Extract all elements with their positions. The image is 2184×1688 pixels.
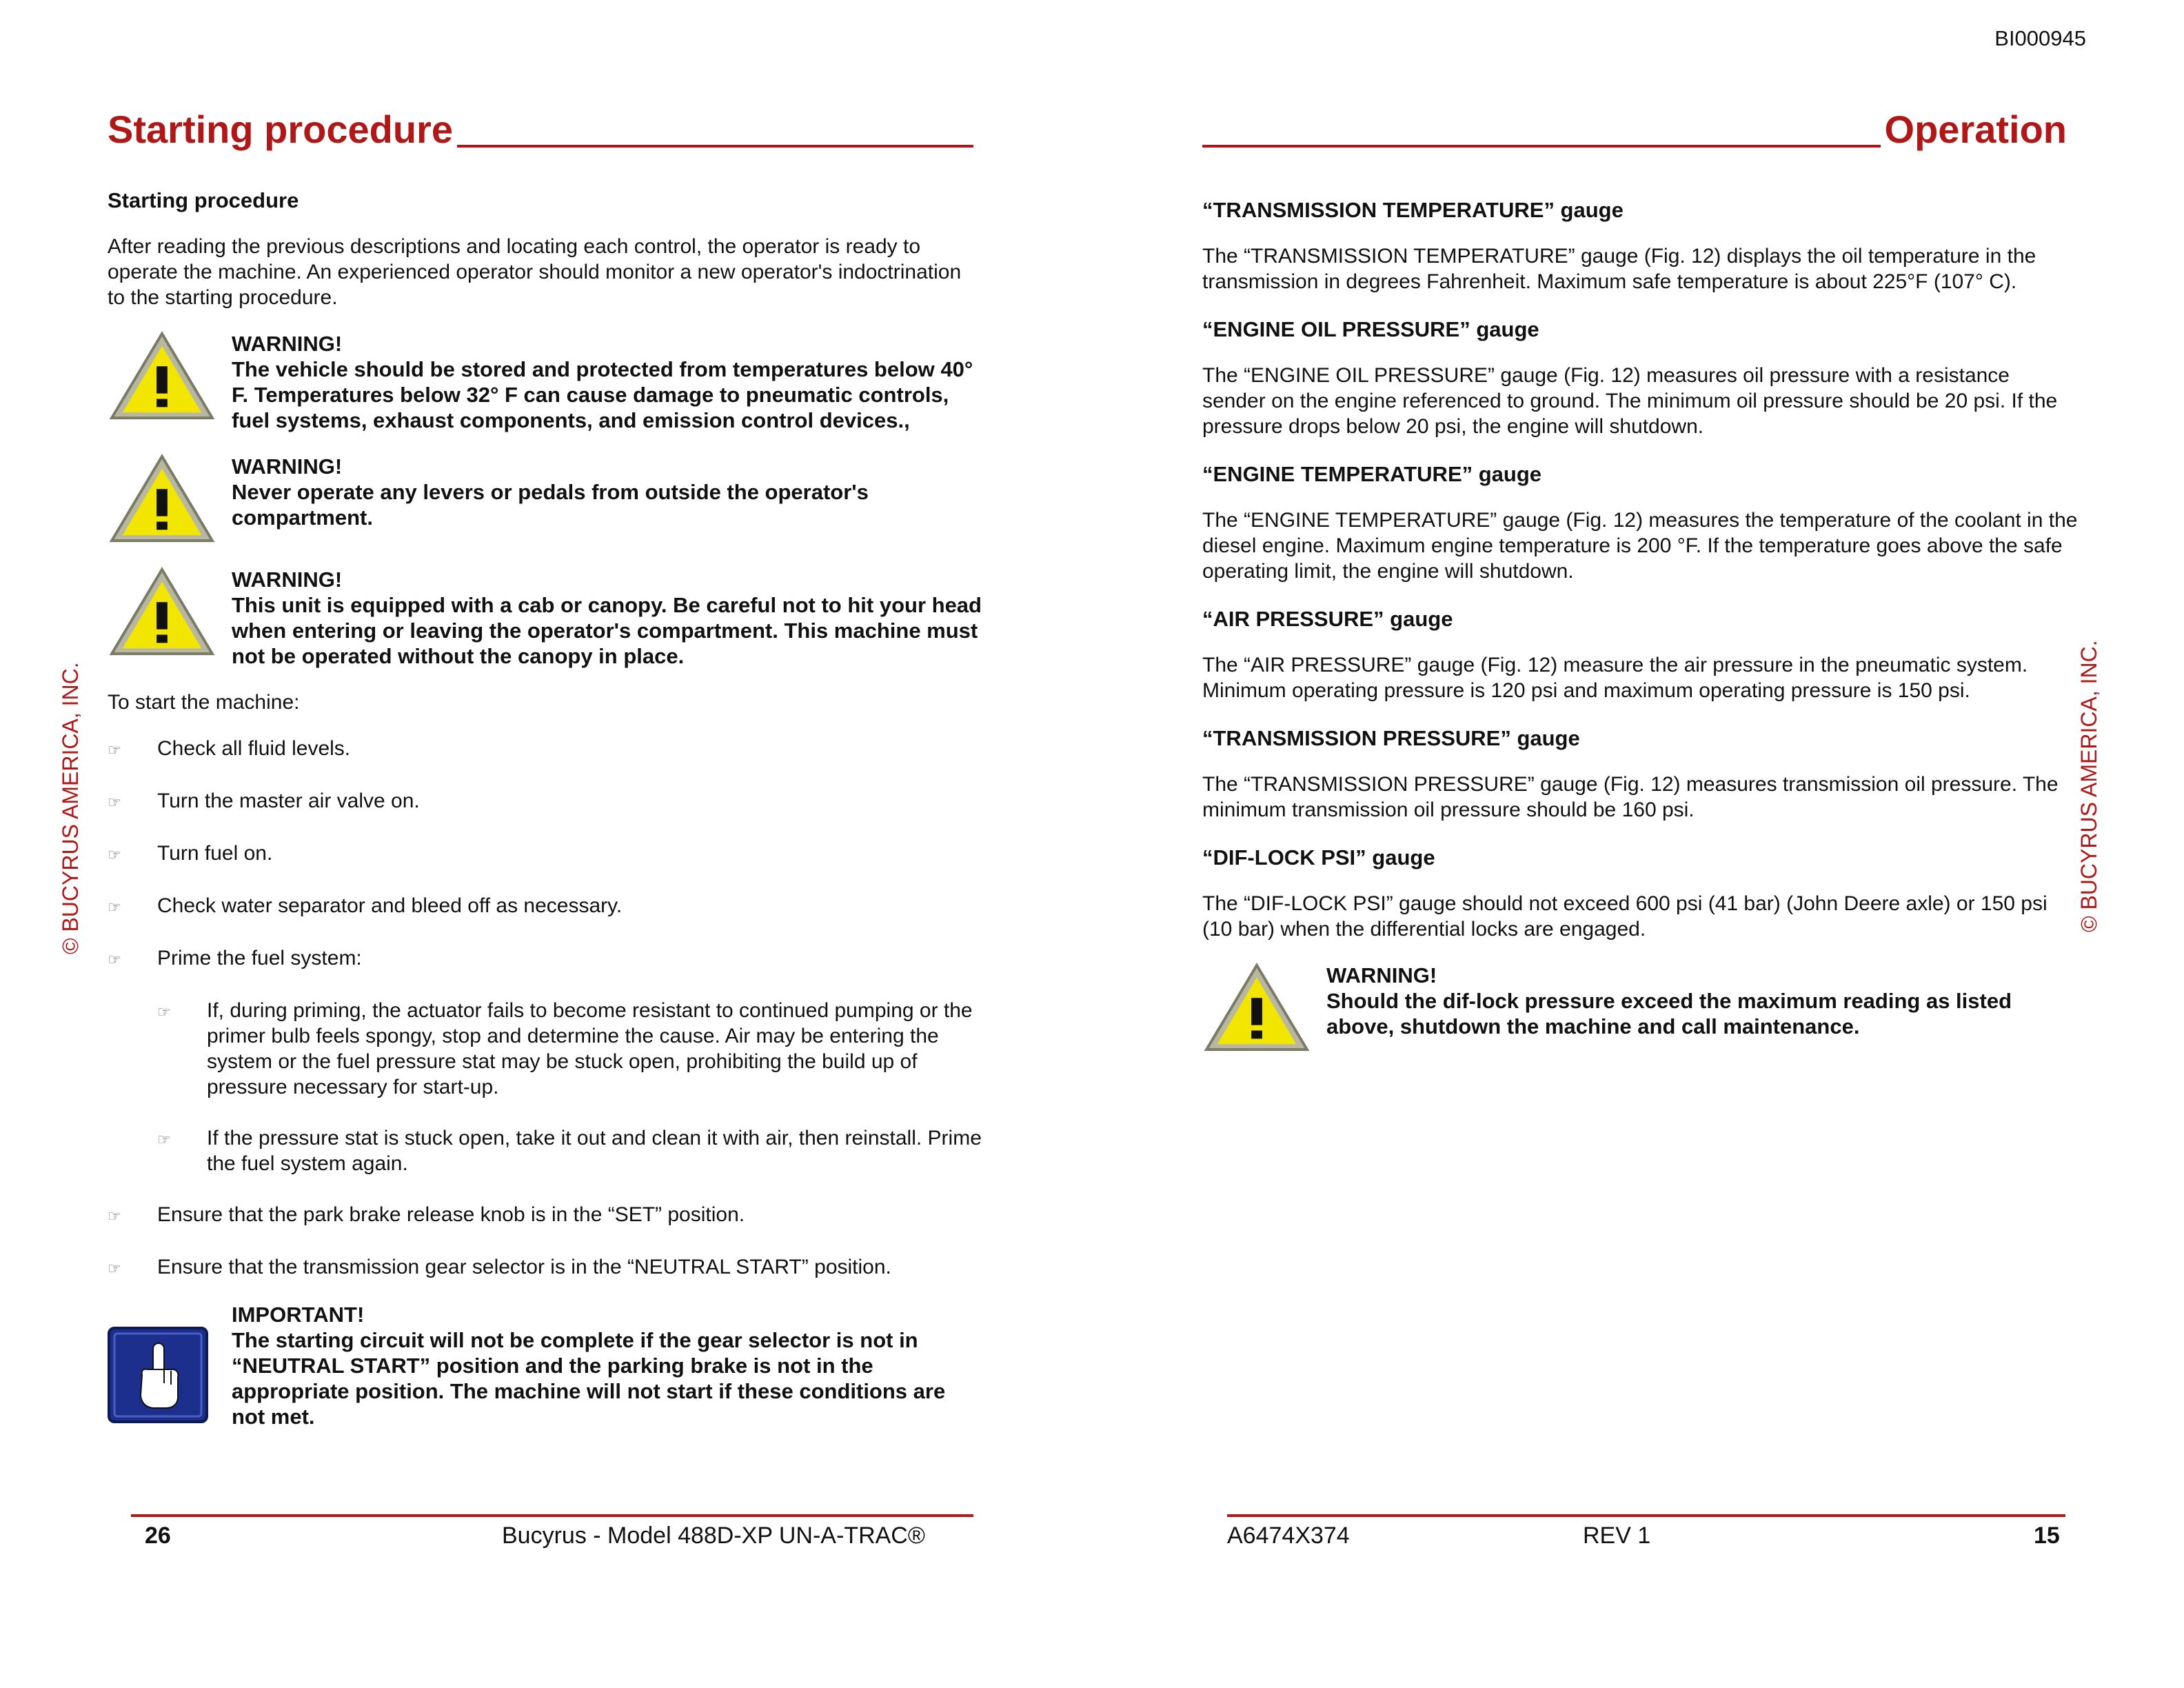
pointing-hand-icon: ☞ bbox=[108, 951, 121, 968]
warning-block bbox=[108, 454, 983, 546]
gauge-description: The “ENGINE OIL PRESSURE” gauge (Fig. 12) measures oil pressure with a resistance sender on the engine referenced to ground. The minimum oil pressure should be 20 psi. If the pressure drops below 20 psi, the engine will shutdown. bbox=[1202, 364, 2058, 438]
footer-rule bbox=[1227, 1514, 2065, 1517]
gauge-description: The “DIF-LOCK PSI” gauge should not exceed 600 psi (41 bar) (John Deere axle) or 150 psi (10 bar) when the differential locks are engaged. bbox=[1202, 892, 2048, 941]
left-column bbox=[108, 188, 983, 1429]
warning-block bbox=[108, 331, 983, 433]
footer-doc-number: A6474X374 bbox=[1227, 1523, 1350, 1549]
warning-triangle-icon bbox=[108, 564, 216, 659]
list-item: ☞ Ensure that the park brake release knob is in the “SET” position. bbox=[108, 1202, 983, 1229]
substeps-list bbox=[157, 998, 983, 1176]
page-number: 26 bbox=[145, 1523, 171, 1549]
title-rule bbox=[457, 145, 973, 148]
intro-paragraph: After reading the previous descriptions and locating each control, the operator is ready to operate the machine. An experienced operator should monitor a new operator's indoctrination to the starting procedure. bbox=[108, 235, 962, 309]
right-page bbox=[1092, 0, 2184, 1688]
footer-revision: REV 1 bbox=[1583, 1523, 1651, 1549]
warning-label: WARNING! bbox=[1326, 963, 1437, 987]
section-title-text: Starting procedure bbox=[108, 108, 453, 151]
document-id: BI000945 bbox=[1994, 26, 2086, 50]
warning-triangle-icon bbox=[108, 451, 216, 546]
warning-text: Never operate any levers or pedals from outside the operator's compartment. bbox=[232, 480, 869, 530]
steps-list bbox=[108, 736, 983, 1281]
pointing-hand-icon: ☞ bbox=[108, 846, 121, 863]
warning-block bbox=[108, 567, 983, 669]
list-item: ☞ Ensure that the transmission gear selector is in the “NEUTRAL START” position. bbox=[108, 1254, 983, 1281]
list-item: ☞ Check all fluid levels. bbox=[108, 736, 983, 763]
page-number: 15 bbox=[2034, 1523, 2060, 1549]
subheading: Starting procedure bbox=[108, 188, 299, 212]
warning-text: This unit is equipped with a cab or canopy. Be careful not to hit your head when entering or leaving the operator's compartment. This machine must not be operated without the canopy in place. bbox=[232, 593, 982, 668]
important-block bbox=[108, 1302, 983, 1429]
pointing-hand-icon: ☞ bbox=[108, 1260, 121, 1277]
list-item: ☞ Turn the master air valve on. bbox=[108, 788, 983, 815]
gauge-heading: “AIR PRESSURE” gauge bbox=[1202, 607, 1453, 631]
pointing-hand-icon: ☞ bbox=[157, 1131, 171, 1148]
important-label: IMPORTANT! bbox=[232, 1303, 365, 1327]
important-text: The starting circuit will not be complete if the gear selector is not in “NEUTRAL START” position and the parking brake is not in the appropriate position. The machine will not start if these conditions are not met. bbox=[232, 1328, 946, 1429]
section-title-text: Operation bbox=[1884, 108, 2067, 151]
warning-text: Should the dif-lock pressure exceed the maximum reading as listed above, shutdown the machine and call maintenance. bbox=[1326, 989, 2012, 1038]
pointing-hand-icon: ☞ bbox=[108, 1207, 121, 1225]
warning-triangle-icon bbox=[1202, 960, 1311, 1055]
gauge-heading: “DIF-LOCK PSI” gauge bbox=[1202, 845, 1435, 870]
warning-label: WARNING! bbox=[232, 332, 343, 356]
list-item: ☞ Prime the fuel system: ☞ If, during priming, the actuator fails to become resistant to continued pumping or the primer bulb feels spongy, stop and determine the cause. Air may be entering the system or the fuel pressure stat may be stuck open, prohibiting the build up of pressure necessary for start-up. ☞ If the pressure stat is stuck open, take it out and clean it with air, then reinstall. Prime the fuel system again. bbox=[108, 945, 983, 1176]
list-item: ☞ Check water separator and bleed off as necessary. bbox=[108, 893, 983, 920]
footer-rule bbox=[131, 1514, 973, 1517]
warning-label: WARNING! bbox=[232, 567, 343, 592]
important-hand-icon bbox=[108, 1327, 208, 1423]
gauge-description: The “TRANSMISSION TEMPERATURE” gauge (Fig. 12) displays the oil temperature in the transmission in degrees Fahrenheit. Maximum safe temperature is about 225°F (107° C). bbox=[1202, 245, 2036, 293]
list-item: ☞ If the pressure stat is stuck open, take it out and clean it with air, then reinstall. Prime the fuel system again. bbox=[157, 1127, 982, 1175]
warning-triangle-icon bbox=[108, 328, 216, 423]
pointing-hand-icon: ☞ bbox=[108, 794, 121, 811]
gauge-description: The “ENGINE TEMPERATURE” gauge (Fig. 12) measures the temperature of the coolant in the diesel engine. Maximum engine temperature is 200 °F. If the temperature goes above the safe operating limit, the engine will shutdown. bbox=[1202, 509, 2078, 583]
copyright-text: © BUCYRUS AMERICA, INC. bbox=[2076, 640, 2101, 932]
gauge-heading: “TRANSMISSION TEMPERATURE” gauge bbox=[1202, 198, 1624, 222]
pointing-hand-icon: ☞ bbox=[157, 1003, 171, 1021]
footer-model: Bucyrus - Model 488D-XP UN-A-TRAC® bbox=[502, 1523, 925, 1549]
gauge-description: The “AIR PRESSURE” gauge (Fig. 12) measure the air pressure in the pneumatic system. Minimum operating pressure is 120 psi and maximum operating pressure is 150 psi. bbox=[1202, 654, 2028, 702]
gauge-heading: “ENGINE TEMPERATURE” gauge bbox=[1202, 462, 1542, 486]
right-column bbox=[1202, 197, 2078, 1055]
warning-text: The vehicle should be stored and protected from temperatures below 40° F. Temperatures below 32° F can cause damage to pneumatic controls, fuel systems, exhaust components, and emission control devices., bbox=[232, 357, 973, 432]
gauge-heading: “TRANSMISSION PRESSURE” gauge bbox=[1202, 726, 1580, 750]
list-item: ☞ If, during priming, the actuator fails to become resistant to continued pumping or the primer bulb feels spongy, stop and determine the cause. Air may be entering the system or the fuel pressure stat may be stuck open, prohibiting the build up of pressure necessary for start-up. bbox=[157, 999, 973, 1098]
list-item: ☞ Turn fuel on. bbox=[108, 841, 983, 867]
pointing-hand-icon: ☞ bbox=[108, 741, 121, 758]
copyright-text: © BUCYRUS AMERICA, INC. bbox=[58, 662, 83, 954]
warning-label: WARNING! bbox=[232, 454, 343, 479]
start-label: To start the machine: bbox=[108, 691, 300, 714]
warning-block bbox=[1202, 963, 2078, 1055]
pointing-hand-icon: ☞ bbox=[108, 898, 121, 916]
section-title-left bbox=[108, 103, 973, 152]
gauge-heading: “ENGINE OIL PRESSURE” gauge bbox=[1202, 317, 1539, 341]
gauge-description: The “TRANSMISSION PRESSURE” gauge (Fig. 12) measures transmission oil pressure. The minimum transmission oil pressure should be 160 psi. bbox=[1202, 773, 2059, 821]
section-title-right bbox=[1202, 103, 2067, 152]
title-rule bbox=[1202, 145, 1881, 148]
